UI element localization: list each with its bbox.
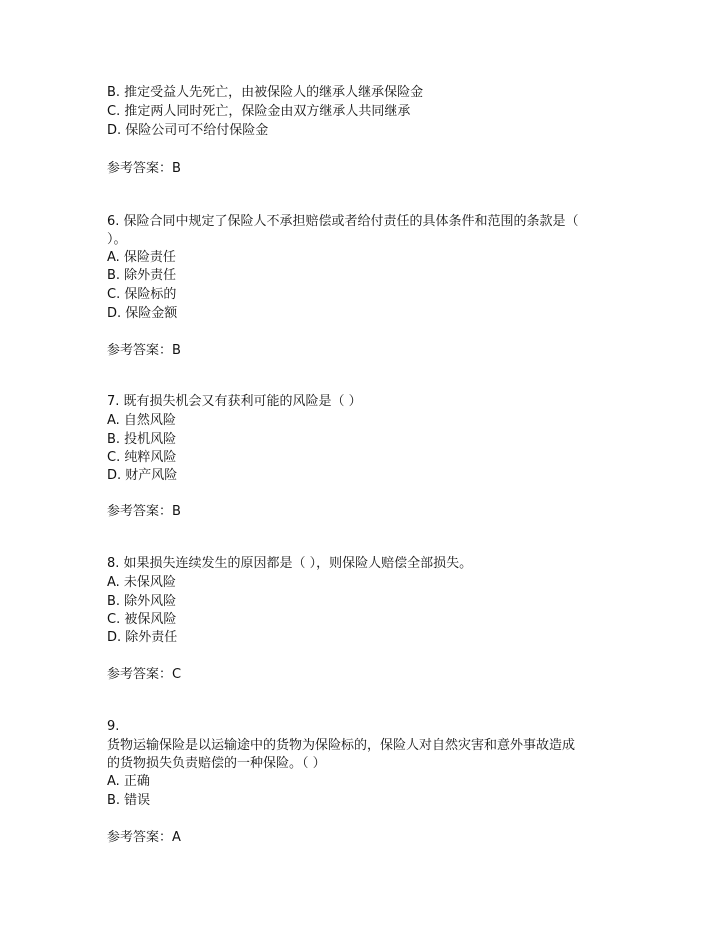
q9-number: 9. [107,719,120,734]
q7-option-c: C. 纯粹风险 [107,450,177,465]
q6-option-c: C. 保险标的 [107,287,177,302]
q8-option-c: C. 被保风险 [107,612,177,627]
q7-option-d: D. 财产风险 [107,468,178,483]
q5-answer: 参考答案：B [107,161,181,176]
q9-answer: 参考答案：A [107,830,181,845]
q8-option-b: B. 除外风险 [107,594,177,609]
q9-option-b: B. 错误 [107,793,151,808]
q7-option-b: B. 投机风险 [107,432,177,447]
q8-option-a: A. 未保风险 [107,575,176,590]
q5-option-b: B. 推定受益人先死亡，由被保险人的继承人继承保险金 [107,85,424,100]
q6-stem-line2: ）。 [107,232,127,247]
q7-stem: 7. 既有损失机会又有获利可能的风险是（ ） [107,394,362,409]
q6-option-b: B. 除外责任 [107,268,177,283]
q6-stem-line1: 6. 保险合同中规定了保险人不承担赔偿或者给付责任的具体条件和范围的条款是（ [107,214,579,229]
q9-stem-line1: 货物运输保险是以运输途中的货物为保险标的，保险人对自然灾害和意外事故造成 [107,738,576,753]
q8-stem: 8. 如果损失连续发生的原因都是（ ），则保险人赔偿全部损失。 [107,556,473,571]
q6-option-a: A. 保险责任 [107,250,176,265]
q5-option-d: D. 保险公司可不给付保险金 [107,123,269,138]
q7-answer: 参考答案：B [107,504,181,519]
q6-answer: 参考答案：B [107,343,181,358]
q5-option-c: C. 推定两人同时死亡，保险金由双方继承人共同继承 [107,104,411,119]
q8-answer: 参考答案：C [107,667,182,682]
q9-stem-line2: 的货物损失负责赔偿的一种保险。（ ） [107,756,326,771]
q9-option-a: A. 正确 [107,774,150,789]
q7-option-a: A. 自然风险 [107,413,176,428]
q8-option-d: D. 除外责任 [107,630,178,645]
q6-option-d: D. 保险金额 [107,306,178,321]
